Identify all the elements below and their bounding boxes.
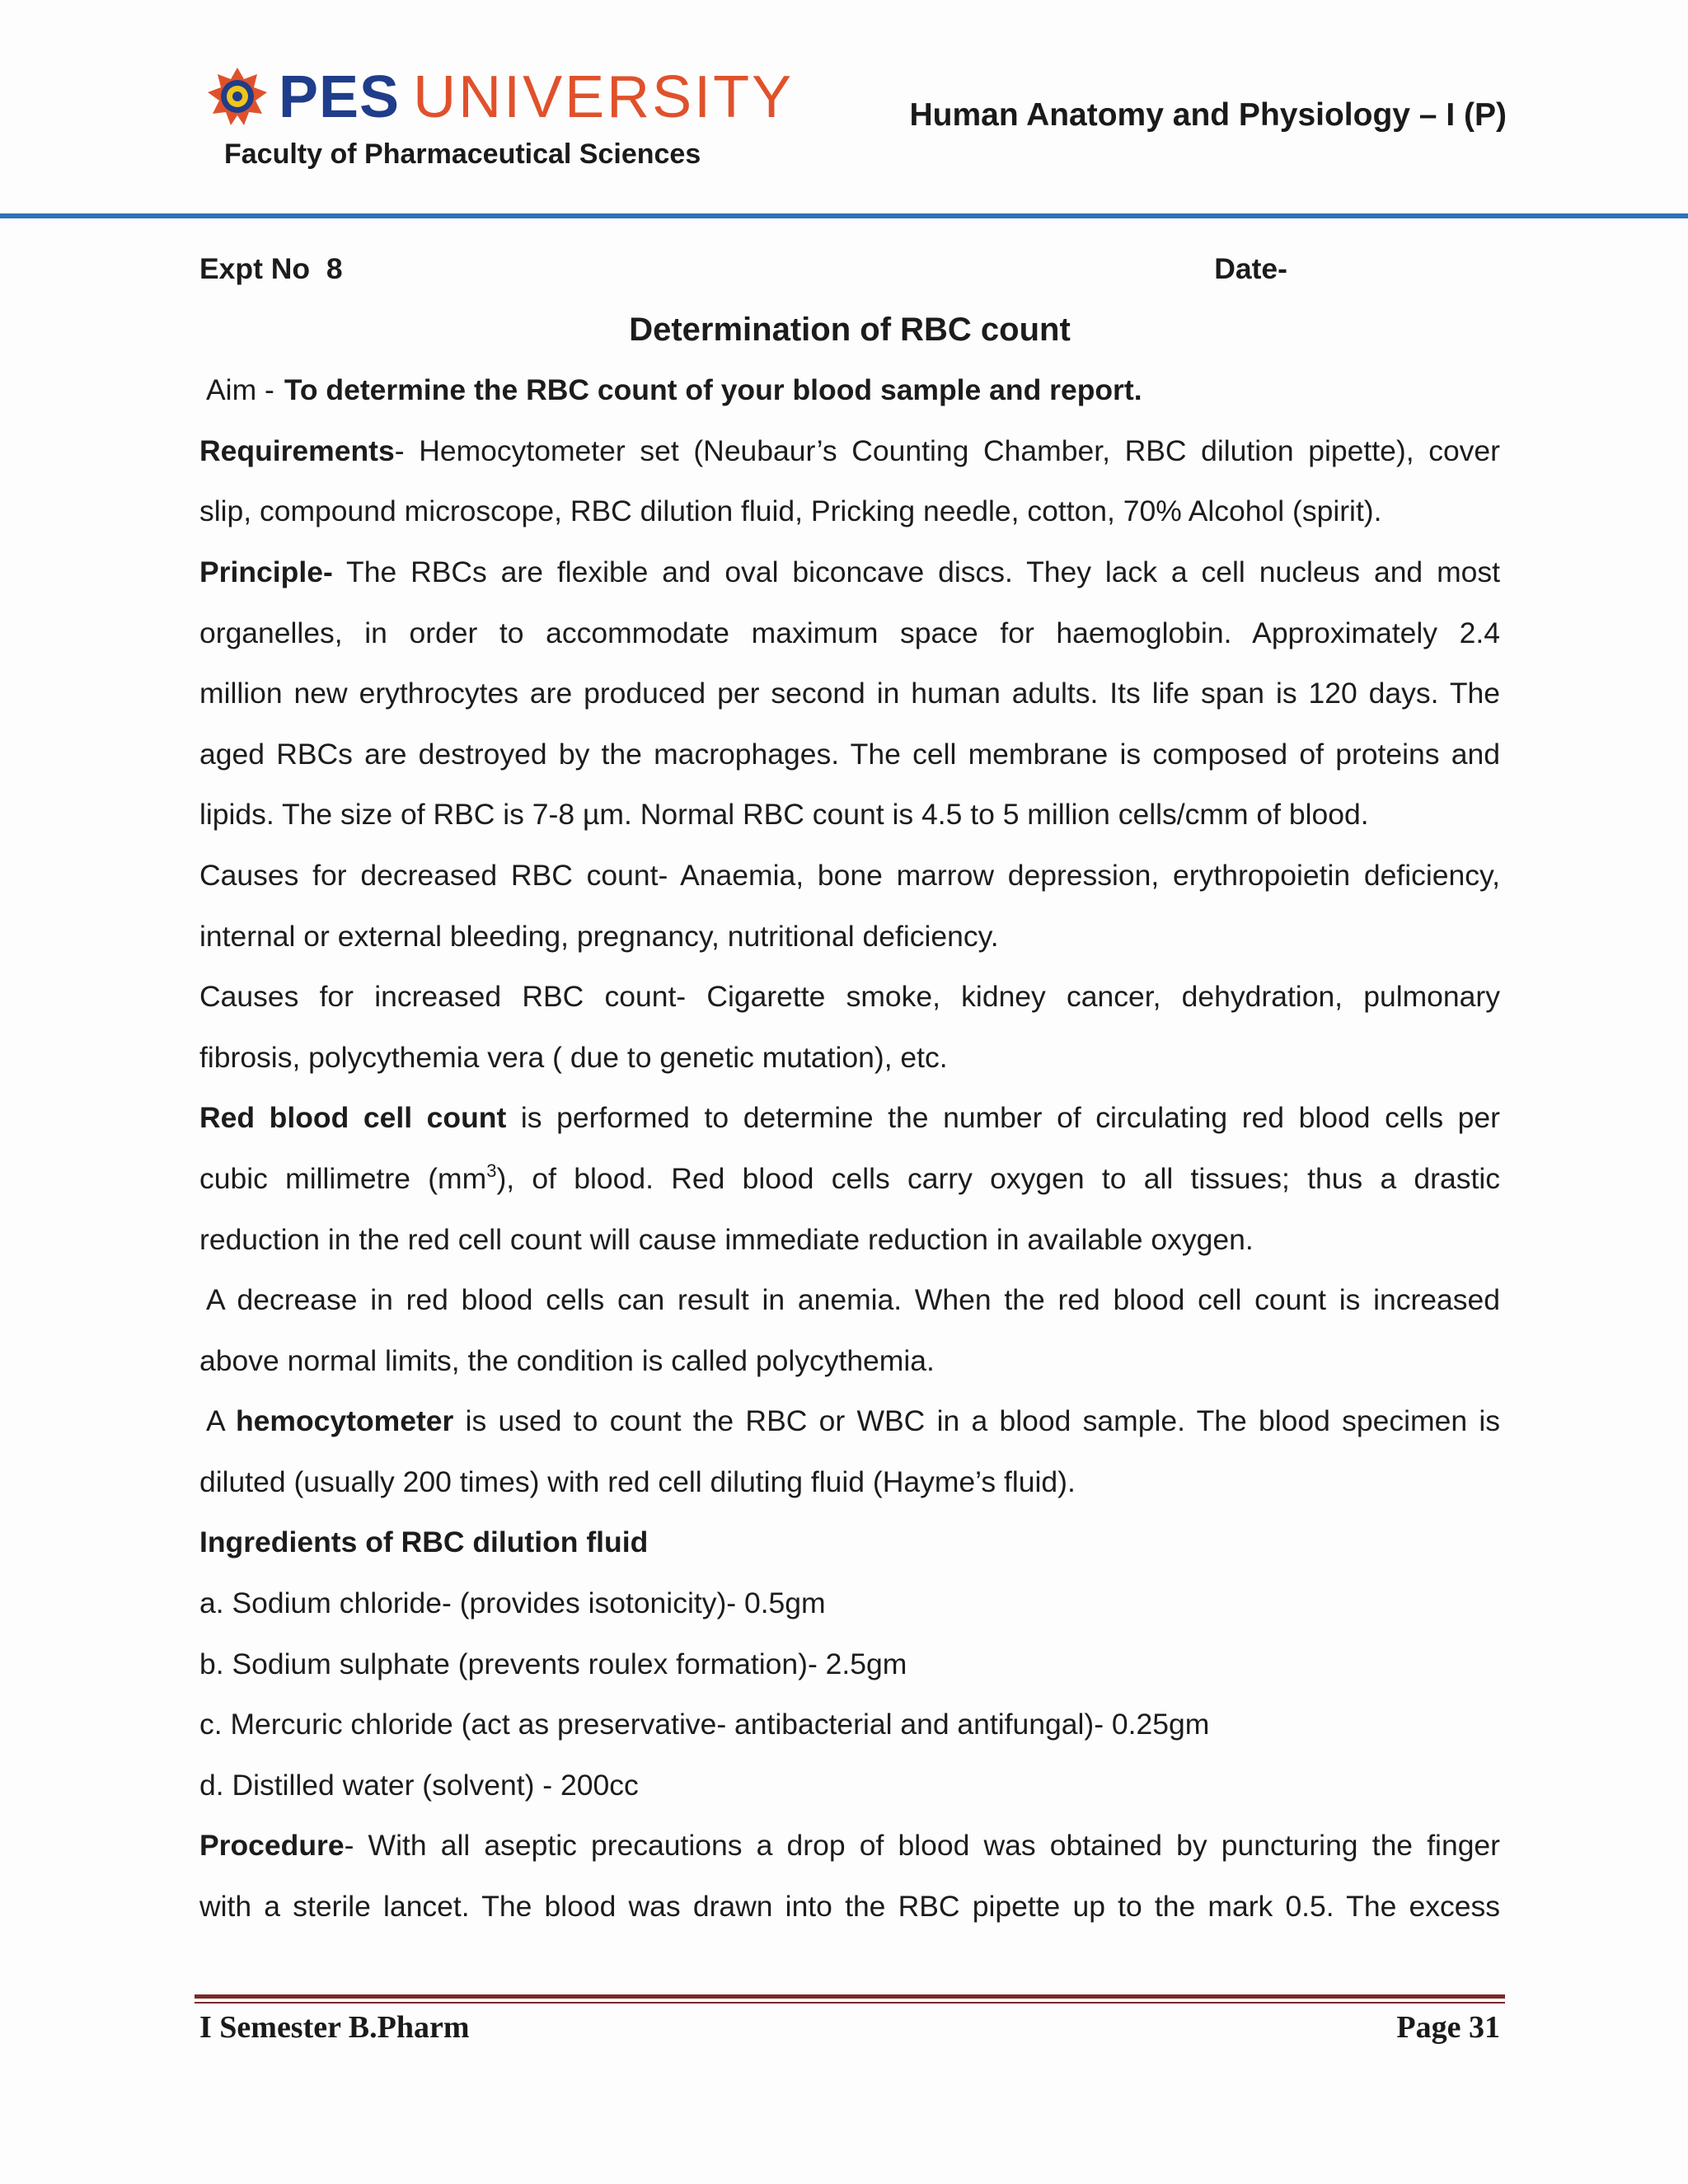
ingredients-heading: Ingredients of RBC dilution fluid: [199, 1526, 649, 1559]
decreased-line-2: internal or external bleeding, pregnancy, nutritional deficiency.: [199, 919, 999, 953]
aim-label: Aim -: [206, 373, 274, 407]
faculty-name: Faculty of Pharmaceutical Sciences: [224, 138, 701, 170]
logo-pes-text: PES: [279, 64, 401, 130]
principle-line-2: organelles, in order to accommodate maximum space for haemoglobin. Approximately 2.4: [199, 616, 1500, 649]
anemia-line-1: A decrease in red blood cells can result in anemia. When the red blood cell count is increased: [206, 1283, 1500, 1317]
principle-line-5: lipids. The size of RBC is 7-8 µm. Normal RBC count is 4.5 to 5 million cells/cmm of blood.: [199, 798, 1369, 832]
decreased-line-1: Causes for decreased RBC count- Anaemia, bone marrow depression, erythropoietin deficiency,: [199, 858, 1500, 892]
requirements-text: - Hemocytometer set (Neubaur’s Counting Chamber, RBC dilution pipette), cover: [394, 434, 1500, 467]
page-header: [0, 0, 1688, 218]
requirements-label: Requirements: [199, 434, 395, 467]
date-label: Date-: [1214, 252, 1287, 285]
footer-semester: I Semester B.Pharm: [199, 2010, 470, 2045]
rbc-count-line-3: reduction in the red cell count will cause immediate reduction in available oxygen.: [199, 1222, 1254, 1256]
principle-text: The RBCs are flexible and oval biconcave discs. They lack a cell nucleus and most: [332, 555, 1500, 588]
hemocytometer-line-2: diluted (usually 200 times) with red cell diluting fluid (Hayme’s fluid).: [199, 1465, 1076, 1498]
principle-line-1: [199, 542, 1500, 603]
procedure-text: - With all aseptic precautions a drop of blood was obtained by puncturing the finger: [344, 1829, 1500, 1863]
rbc-count-label: Red blood cell count: [199, 1101, 507, 1135]
aim-text: To determine the RBC count of your blood sample and report.: [284, 373, 1142, 407]
requirements-line-2: slip, compound microscope, RBC dilution fluid, Pricking needle, cotton, 70% Alcohol (spirit).: [199, 494, 1382, 528]
header-divider: [0, 213, 1688, 218]
principle-line-4: aged RBCs are destroyed by the macrophages. The cell membrane is composed of proteins and: [199, 737, 1500, 771]
procedure-line-1: [199, 1816, 1500, 1877]
requirements-line-1: [199, 421, 1500, 482]
hemocytometer-pre: A: [206, 1404, 236, 1438]
rbc-count-text-post: ), of blood. Red blood cells carry oxygen to all tissues; thus a drastic: [496, 1161, 1500, 1195]
procedure-label: Procedure: [199, 1829, 345, 1863]
logo-university-text: UNIVERSITY: [413, 64, 795, 130]
footer-divider: [195, 1994, 1505, 1999]
aim-paragraph: [199, 360, 1500, 421]
page-number: Page 31: [1396, 2010, 1500, 2045]
principle-label: Principle-: [199, 555, 333, 588]
ingredient-item: c. Mercuric chloride (act as preservative- antibacterial and antifungal)- 0.25gm: [199, 1708, 1210, 1741]
rbc-count-line-1: [199, 1088, 1500, 1149]
course-title: Human Anatomy and Physiology – I (P): [909, 97, 1507, 133]
document-body: [199, 239, 1500, 1938]
hemocytometer-text: is used to count the RBC or WBC in a blood sample. The blood specimen is: [453, 1404, 1500, 1438]
rbc-count-text: is performed to determine the number of circulating red blood cells per: [506, 1101, 1500, 1135]
ingredient-item: b. Sodium sulphate (prevents roulex formation)- 2.5gm: [199, 1647, 907, 1680]
anemia-line-2: above normal limits, the condition is called polycythemia.: [199, 1343, 935, 1377]
principle-line-3: million new erythrocytes are produced per second in human adults. Its life span is 120 days. The: [199, 677, 1500, 710]
ingredient-item: a. Sodium chloride- (provides isotonicity)- 0.5gm: [199, 1586, 826, 1620]
page-title: Determination of RBC count: [629, 311, 1071, 348]
increased-line-1: Causes for increased RBC count- Cigarette smoke, kidney cancer, dehydration, pulmonary: [199, 980, 1500, 1014]
ingredient-item: d. Distilled water (solvent) - 200cc: [199, 1768, 639, 1802]
hemocytometer-line-1: [199, 1391, 1500, 1452]
rbc-count-line-2: [199, 1149, 1500, 1210]
university-seal-icon: [206, 66, 269, 129]
university-logo: [206, 66, 794, 129]
procedure-line-2: with a sterile lancet. The blood was drawn into the RBC pipette up to the mark 0.5. The excess: [199, 1890, 1500, 1924]
hemocytometer-label: hemocytometer: [236, 1404, 454, 1438]
superscript: 3: [486, 1160, 497, 1181]
footer-divider-thin: [195, 2002, 1505, 2004]
rbc-count-text-pre: cubic millimetre (mm: [199, 1161, 487, 1195]
increased-line-2: fibrosis, polycythemia vera ( due to genetic mutation), etc.: [199, 1040, 948, 1074]
experiment-number: Expt No 8: [199, 252, 343, 285]
experiment-meta: [199, 239, 1500, 300]
